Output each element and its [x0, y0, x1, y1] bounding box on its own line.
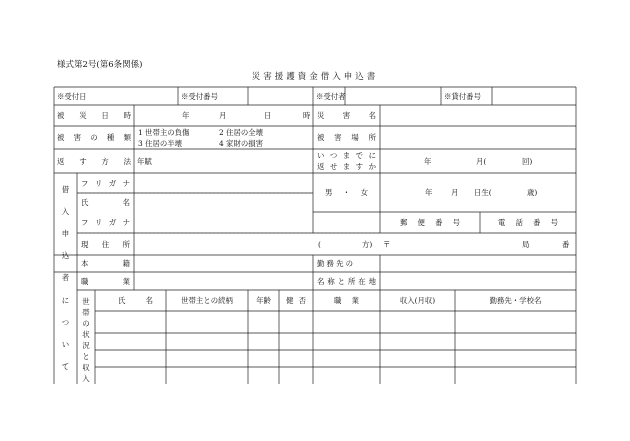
phone-number-suffix: 番: [562, 239, 570, 249]
repay-until-times: 回): [522, 156, 533, 166]
disaster-year-label: 年: [182, 111, 190, 120]
disaster-date-label: 被 災 日 時: [57, 111, 131, 120]
damage-type-4: 4 家財の損害: [219, 138, 264, 148]
birth-month-label: 月: [451, 188, 459, 197]
received-date-label: ※受付日: [57, 91, 87, 101]
birth-day-label: 日生(: [474, 188, 492, 197]
furigana-label: フ リ ガ ナ: [81, 178, 130, 188]
applicant-side-label: 借 入 申 込 者 に つ い て: [61, 184, 70, 372]
workplace-label-1: 勤 務 先 の: [317, 259, 353, 268]
disaster-month-label: 月: [219, 111, 227, 120]
phone-office-label: 局: [522, 239, 530, 249]
document-title: 災害援護資金借入申込書: [251, 72, 379, 82]
receiver-label: ※受付者: [316, 91, 346, 101]
loan-number-label: ※貸付番号: [444, 91, 481, 101]
repay-until-month: 月(: [476, 156, 487, 166]
household-side-label: 世 帯 の 状 況 と 収 入: [82, 297, 90, 383]
age-label: 歳): [527, 188, 538, 197]
household-col-occupation: 職 業: [334, 296, 359, 305]
address-paren-open: (: [318, 239, 321, 249]
address-paren-close: 方): [362, 239, 373, 249]
sex-label: 男 ・ 女: [325, 188, 368, 197]
household-col-name: 氏 名: [118, 296, 153, 305]
repay-until-year: 年: [424, 156, 432, 166]
postal-code-label: 郵 便 番 号: [400, 218, 460, 227]
damage-type-3: 3 住居の半壊: [138, 138, 183, 148]
household-col-relation: 世帯主との続柄: [181, 296, 233, 305]
domicile-label: 本 籍: [81, 259, 130, 268]
workplace-label-2: 名 称 と 所 在 地: [317, 276, 376, 286]
address-label: 現 住 所: [81, 239, 130, 249]
postal-mark: 〒: [383, 239, 391, 249]
disaster-name-label: 災 害 名: [317, 111, 376, 120]
damage-type-2: 2 住居の全壊: [219, 127, 264, 137]
damage-type-1: 1 世帯主の負傷: [138, 127, 190, 137]
household-col-age: 年齢: [256, 296, 271, 305]
disaster-hour-label: 時: [303, 111, 311, 120]
birth-year-label: 年: [425, 188, 433, 197]
household-col-income: 収入(月収): [399, 296, 436, 305]
damage-type-label: 被 害 の 種 類: [57, 133, 131, 142]
household-col-workplace: 勤務先・学校名: [489, 296, 542, 305]
name-label: 氏 名: [81, 198, 130, 207]
occupation-label: 職 業: [81, 276, 130, 286]
received-number-label: ※受付番号: [181, 91, 218, 101]
repay-until-label-2: 返 せ ま す か: [317, 162, 376, 171]
phone-number-label: 電 話 番 号: [498, 218, 558, 227]
repay-method-value: 年賦: [137, 156, 152, 166]
repay-method-label: 返 す 方 法: [57, 156, 131, 166]
furigana-label-2: フ リ ガ ナ: [81, 218, 130, 227]
disaster-day-label: 日: [264, 111, 272, 120]
damage-place-label: 被 害 場 所: [317, 133, 376, 142]
household-col-health: 健 否: [286, 296, 306, 305]
repay-until-label-1: い つ ま で に: [317, 151, 376, 160]
form-label: 様式第2号(第6条関係): [57, 60, 143, 70]
